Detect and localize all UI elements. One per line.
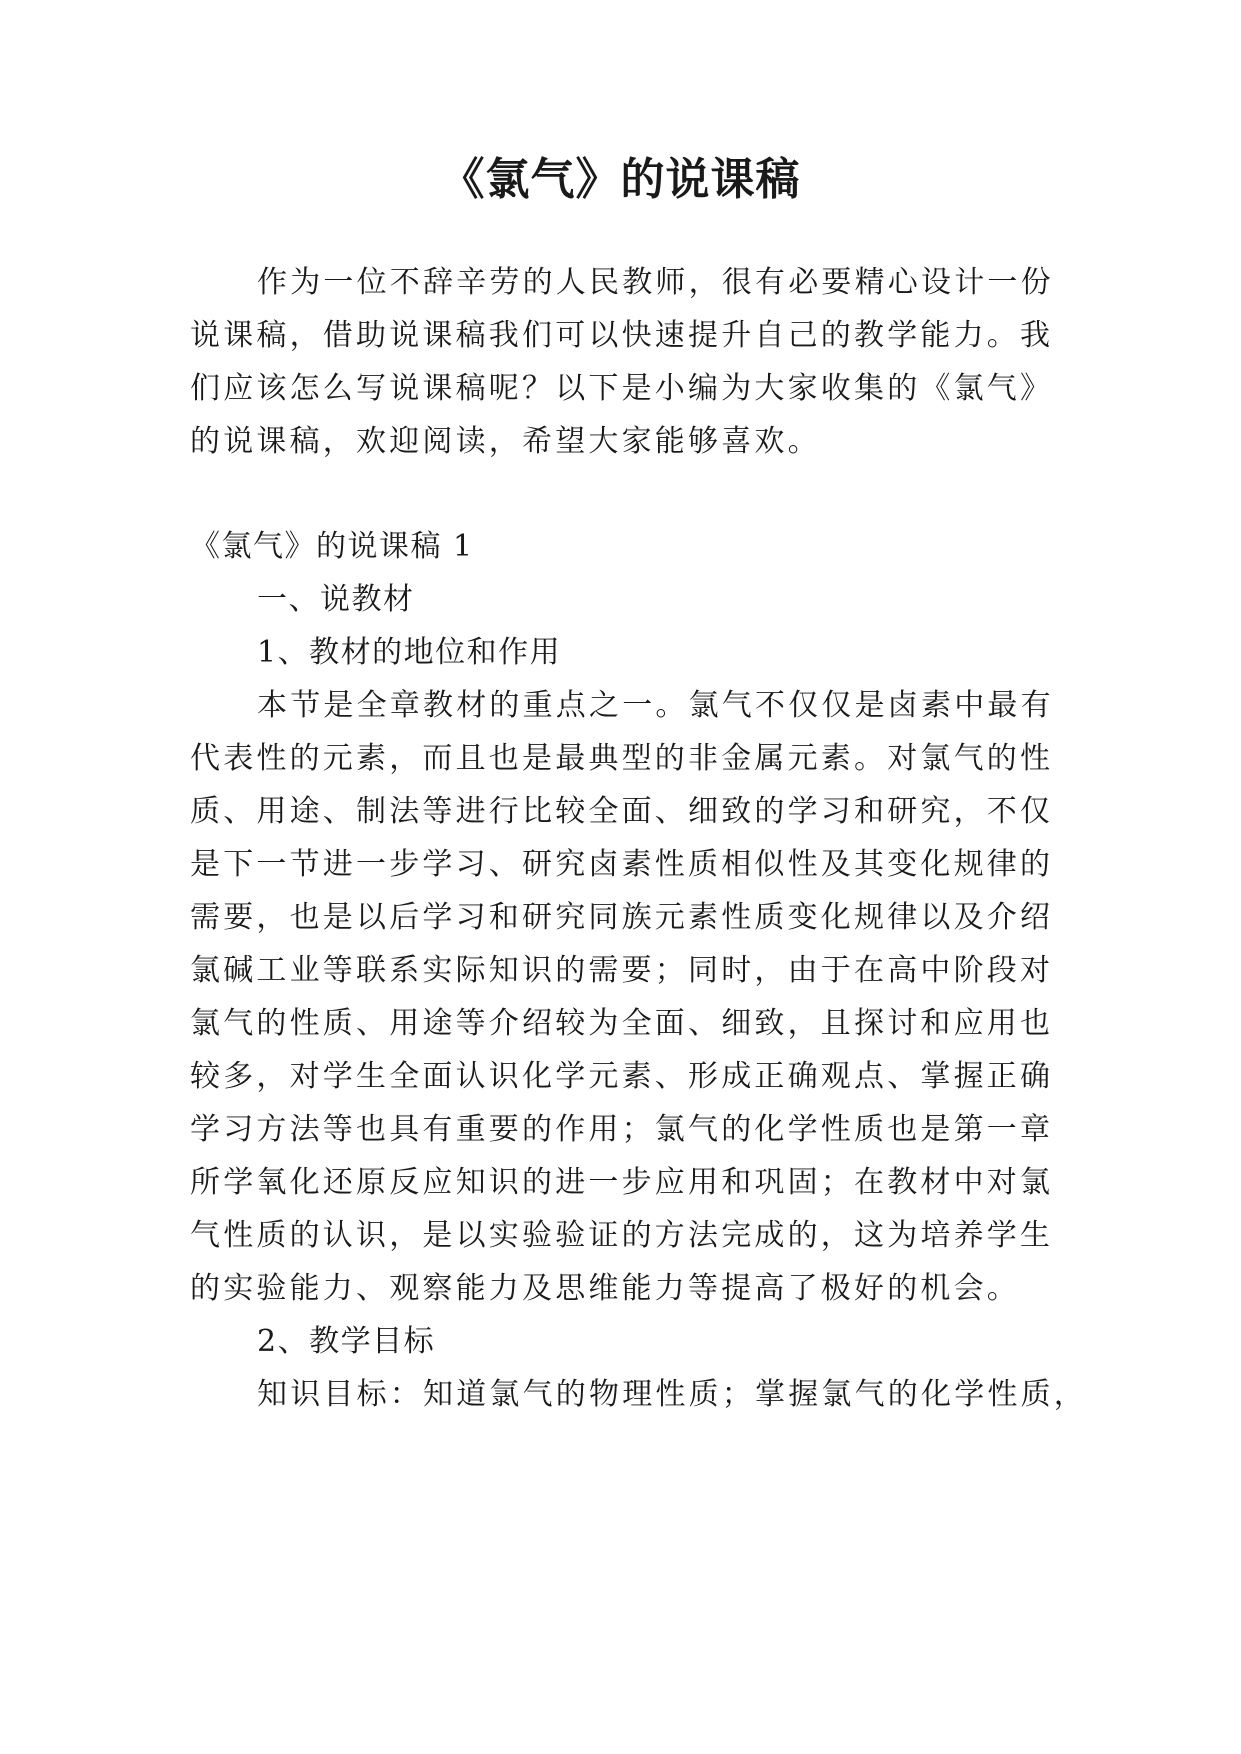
intro-line: 的说课稿，欢迎阅读，希望大家能够喜欢。 — [190, 424, 821, 459]
heading-1: 一、说教材 — [257, 582, 415, 617]
body-line: 质、用途、制法等进行比较全面、细致的学习和研究，不仅 — [190, 794, 1054, 829]
body-line: 气性质的认识，是以实验验证的方法完成的，这为培养学生 — [190, 1218, 1054, 1253]
heading-1-2: 2、教学目标 — [257, 1324, 436, 1359]
body-line: 是下一节进一步学习、研究卤素性质相似性及其变化规律的 — [190, 847, 1054, 882]
body-line: 需要，也是以后学习和研究同族元素性质变化规律以及介绍 — [190, 900, 1054, 935]
body-line: 所学氧化还原反应知识的进一步应用和巩固；在教材中对氯 — [190, 1165, 1054, 1200]
body-line: 的实验能力、观察能力及思维能力等提高了极好的机会。 — [190, 1271, 1020, 1306]
body-line: 氯气的性质、用途等介绍较为全面、细致，且探讨和应用也 — [190, 1006, 1054, 1041]
intro-line: 说课稿，借助说课稿我们可以快速提升自己的教学能力。我 — [190, 318, 1054, 353]
body-line: 本节是全章教材的重点之一。氯气不仅仅是卤素中最有 — [257, 688, 1054, 723]
document-title: 《氯气》的说课稿 — [440, 154, 801, 205]
knowledge-goal-line: 知识目标：知道氯气的物理性质；掌握氯气的化学性质， — [257, 1377, 1087, 1412]
body-line: 代表性的元素，而且也是最典型的非金属元素。对氯气的性 — [190, 741, 1054, 776]
intro-line: 作为一位不辞辛劳的人民教师，很有必要精心设计一份 — [257, 265, 1054, 300]
intro-line: 们应该怎么写说课稿呢？以下是小编为大家收集的《氯气》 — [190, 371, 1054, 406]
body-line: 较多，对学生全面认识化学元素、形成正确观点、掌握正确 — [190, 1059, 1054, 1094]
section-title: 《氯气》的说课稿 1 — [190, 529, 474, 564]
body-line: 氯碱工业等联系实际知识的需要；同时，由于在高中阶段对 — [190, 953, 1054, 988]
heading-1-1: 1、教材的地位和作用 — [257, 635, 562, 670]
body-line: 学习方法等也具有重要的作用；氯气的化学性质也是第一章 — [190, 1112, 1054, 1147]
